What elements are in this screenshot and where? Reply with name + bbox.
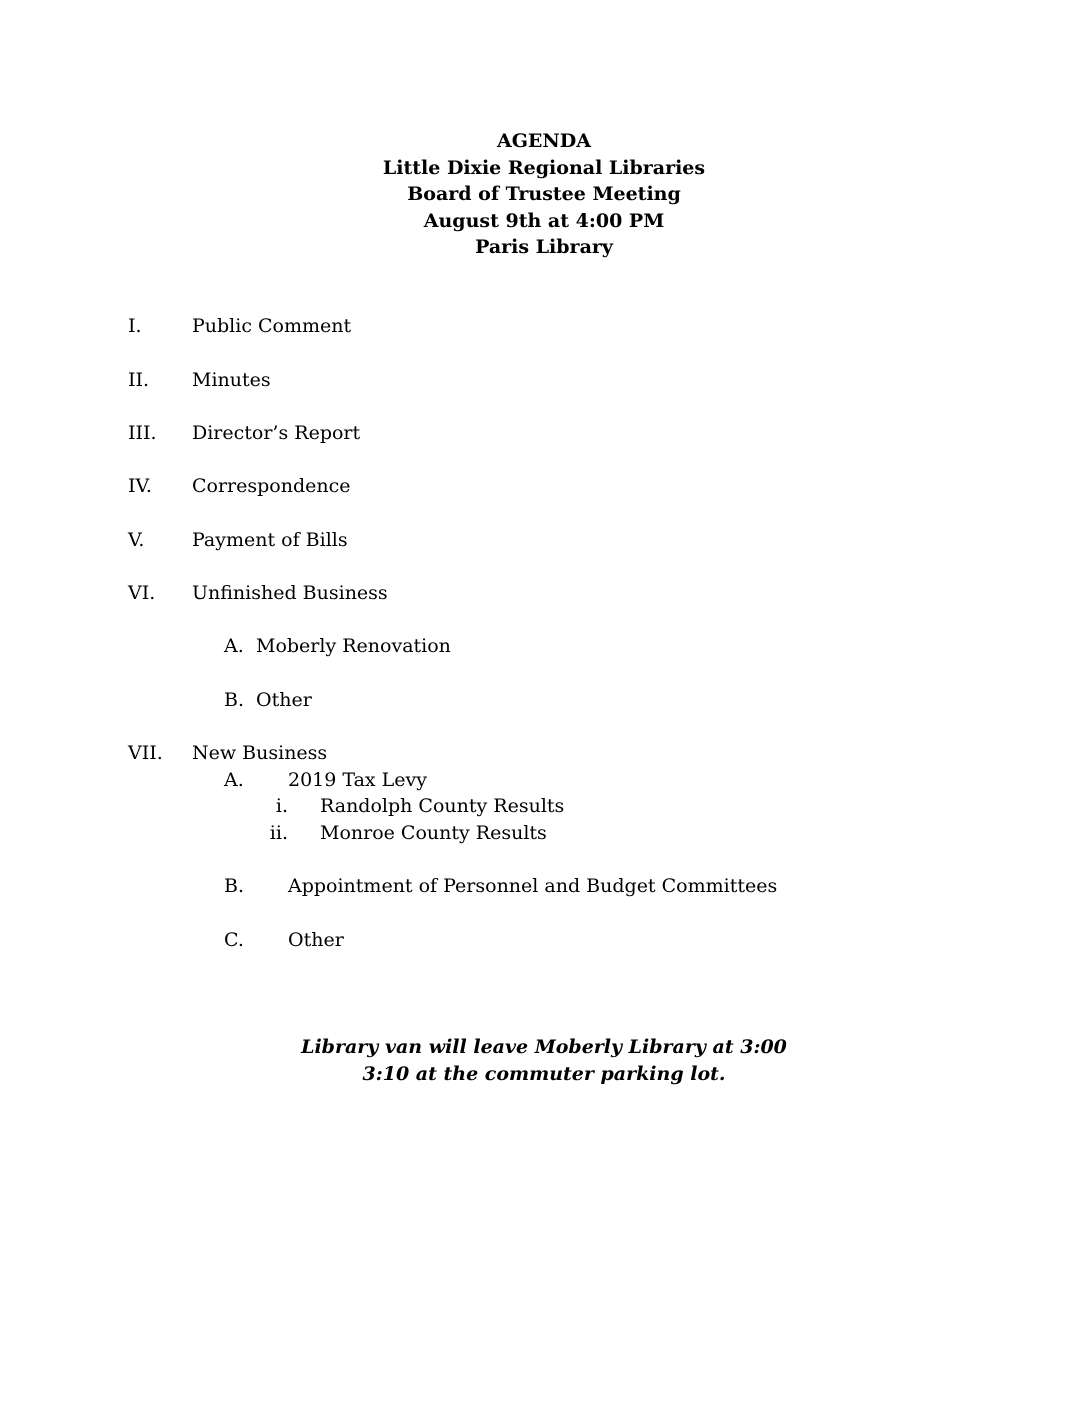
- item-new-business: New Business: [192, 742, 328, 764]
- meeting-name: Board of Trustee Meeting: [407, 183, 681, 206]
- subitem-tax-levy: 2019 Tax Levy: [288, 769, 428, 791]
- item-unfinished-business: Unfinished Business: [192, 582, 388, 604]
- van-note: [0, 1034, 1088, 1088]
- subitem-other: Other: [256, 689, 312, 711]
- subitem-letter: A.: [224, 769, 244, 791]
- subitem-letter: C.: [224, 929, 244, 951]
- item-number: III.: [128, 422, 157, 444]
- subsubitem-randolph-county: Randolph County Results: [320, 795, 565, 817]
- organization-name: Little Dixie Regional Libraries: [382, 156, 706, 179]
- item-number: II.: [128, 369, 150, 391]
- item-minutes: Minutes: [192, 369, 271, 391]
- agenda-header: [0, 128, 1088, 261]
- meeting-location: Paris Library: [475, 236, 613, 259]
- item-number: V.: [128, 529, 145, 551]
- item-number: IV.: [128, 475, 152, 497]
- meeting-datetime: August 9th at 4:00 PM: [423, 209, 665, 232]
- subitem-appointment-committees: Appointment of Personnel and Budget Committees: [288, 875, 778, 897]
- item-number: VI.: [128, 582, 156, 604]
- van-note-line1: Library van will leave Moberly Library at 3:00: [301, 1036, 787, 1058]
- subitem-letter: B.: [224, 689, 245, 711]
- item-number: I.: [128, 315, 142, 337]
- subitem-letter: A.: [224, 635, 244, 657]
- subsubitem-numeral: ii.: [269, 822, 288, 844]
- item-public-comment: Public Comment: [192, 315, 352, 337]
- subitem-other: Other: [288, 929, 344, 951]
- item-directors-report: Director’s Report: [192, 422, 361, 444]
- item-number: VII.: [128, 742, 163, 764]
- item-payment-of-bills: Payment of Bills: [192, 529, 348, 551]
- subsubitem-numeral: i.: [275, 795, 288, 817]
- subsubitem-monroe-county: Monroe County Results: [320, 822, 547, 844]
- agenda-title: AGENDA: [496, 130, 592, 152]
- subitem-letter: B.: [224, 875, 245, 897]
- van-note-line2: 3:10 at the commuter parking lot.: [362, 1063, 726, 1085]
- subitem-moberly-renovation: Moberly Renovation: [256, 635, 451, 657]
- item-correspondence: Correspondence: [192, 475, 351, 497]
